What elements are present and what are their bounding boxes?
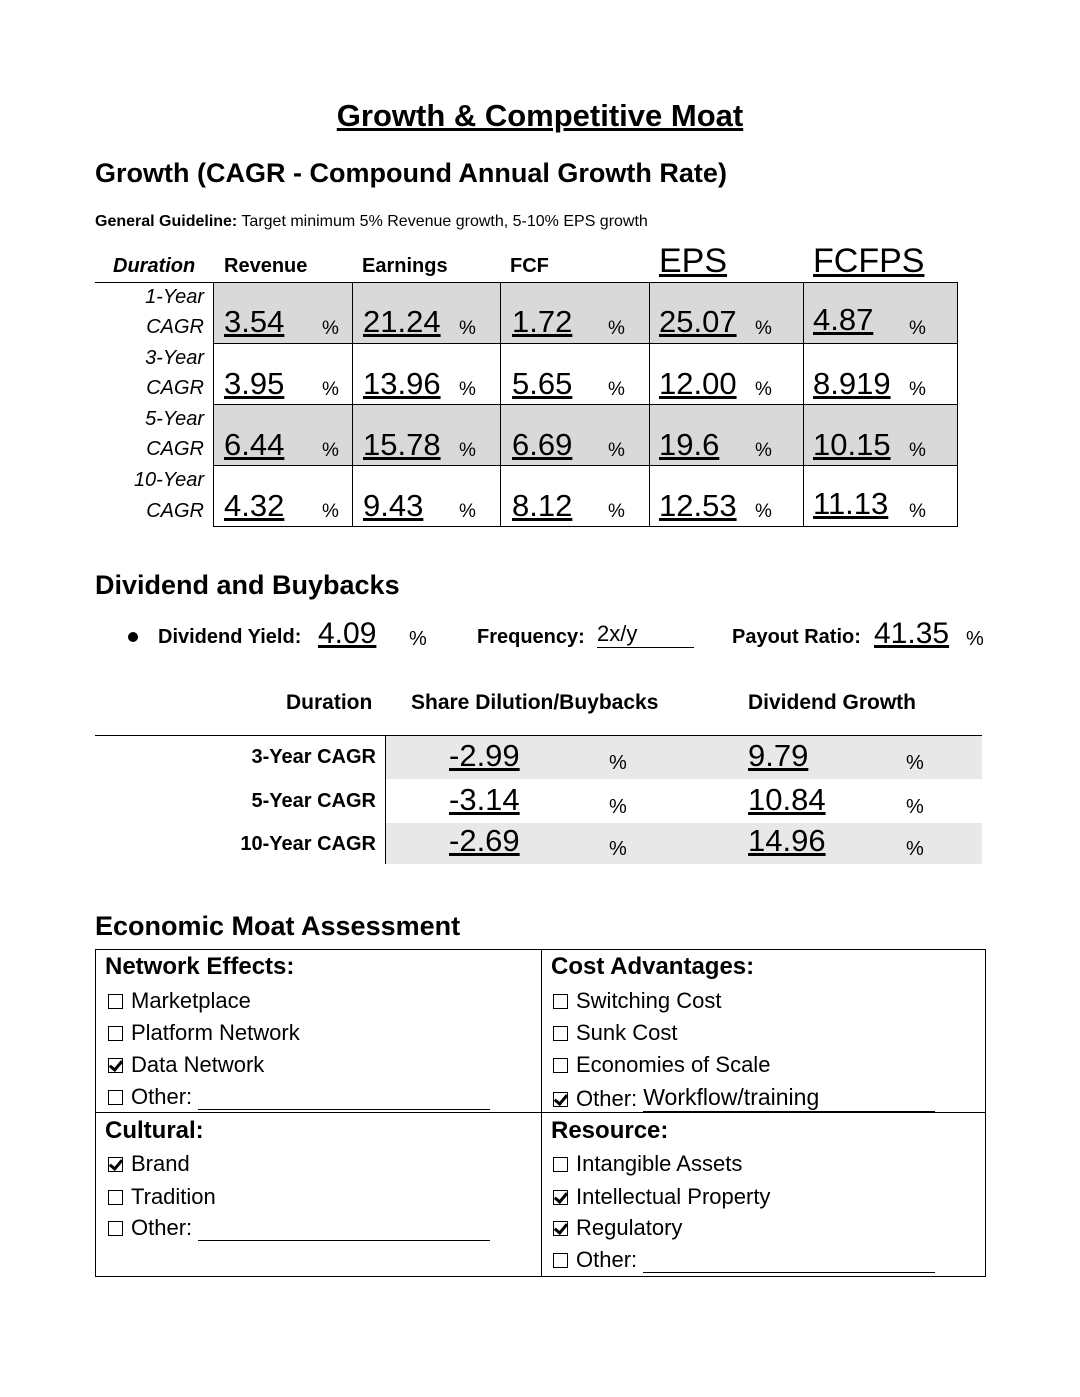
row-label-1-year: 1-Year [145, 286, 204, 308]
buyback-10y: -2.69 [449, 823, 520, 858]
pct: % [609, 752, 627, 774]
checkbox-unchecked-icon[interactable] [553, 1026, 568, 1041]
checkbox-unchecked-icon[interactable] [553, 1253, 568, 1268]
other-input-cost[interactable]: Workflow/training [643, 1084, 935, 1112]
fcf-1y: 1.72 [512, 304, 573, 339]
earnings-10y: 9.43 [363, 488, 424, 523]
row-label-cagr: CAGR [146, 500, 204, 522]
fcf-10y: 8.12 [512, 488, 573, 523]
revenue-5y: 6.44 [224, 427, 285, 462]
checkbox-checked-icon[interactable] [108, 1157, 123, 1172]
pct: % [409, 628, 427, 650]
option-label: Platform Network [131, 1020, 300, 1045]
pct: % [909, 379, 926, 400]
dividend-growth-10y: 14.96 [748, 823, 826, 858]
checkbox-unchecked-icon[interactable] [108, 1090, 123, 1105]
row-label-5-year-cagr: 5-Year CAGR [251, 790, 376, 812]
fcf-3y: 5.65 [512, 366, 573, 401]
option-sunk-cost[interactable] [553, 1020, 678, 1046]
cultural-title: Cultural: [105, 1117, 204, 1144]
pct: % [322, 318, 339, 339]
earnings-1y: 21.24 [363, 304, 441, 339]
other-input-network[interactable] [198, 1087, 490, 1110]
resource-title: Resource: [551, 1117, 669, 1144]
col-divider [803, 282, 804, 527]
fcfps-10y: 11.13 [813, 486, 889, 521]
row-label-3-year: 3-Year [145, 347, 204, 369]
col-divider [957, 282, 958, 527]
bullet-icon [128, 632, 138, 642]
pct: % [909, 440, 926, 461]
col-duration: Duration [286, 691, 373, 714]
pct: % [608, 440, 625, 461]
row-label-3-year-cagr: 3-Year CAGR [251, 746, 376, 768]
option-label: Tradition [131, 1184, 216, 1209]
fcfps-1y: 4.87 [813, 302, 874, 337]
row-label-cagr: CAGR [146, 438, 204, 460]
payout-ratio-label: Payout Ratio: [732, 626, 861, 648]
cost-advantages-title: Cost Advantages: [551, 953, 755, 980]
pct: % [609, 838, 627, 860]
option-intangible-assets[interactable] [553, 1151, 742, 1177]
pct: % [459, 318, 476, 339]
option-label: Other: [576, 1086, 638, 1111]
col-share-dilution: Share Dilution/Buybacks [411, 691, 659, 714]
option-label: Other: [131, 1084, 193, 1109]
buyback-5y: -3.14 [449, 782, 520, 817]
option-resource-other[interactable] [553, 1247, 935, 1273]
fcf-5y: 6.69 [512, 427, 573, 462]
guideline-text: Target minimum 5% Revenue growth, 5-10% EPS growth [237, 213, 648, 230]
earnings-5y: 15.78 [363, 427, 441, 462]
revenue-1y: 3.54 [224, 304, 285, 339]
col-fcfps: FCFPS [813, 242, 925, 280]
pct: % [755, 440, 772, 461]
revenue-3y: 3.95 [224, 366, 285, 401]
pct: % [608, 501, 625, 522]
col-earnings: Earnings [362, 255, 448, 277]
col-divider [385, 735, 386, 864]
option-label: Brand [131, 1151, 190, 1176]
eps-10y: 12.53 [659, 488, 737, 523]
row-label-10-year: 10-Year [133, 469, 204, 491]
option-label: Data Network [131, 1052, 265, 1077]
pct: % [966, 628, 984, 650]
other-input-resource[interactable] [643, 1250, 935, 1273]
option-label: Switching Cost [576, 988, 722, 1013]
option-label: Other: [131, 1215, 193, 1240]
option-label: Other: [576, 1247, 638, 1272]
col-divider [213, 282, 214, 527]
dividend-heading: Dividend and Buybacks [95, 570, 400, 600]
option-cost-other[interactable] [553, 1084, 935, 1112]
dividend-yield-label: Dividend Yield: [158, 626, 302, 648]
pct: % [608, 379, 625, 400]
option-label: Intangible Assets [576, 1151, 743, 1176]
dividend-yield-value: 4.09 [318, 617, 377, 650]
option-tradition[interactable] [108, 1184, 216, 1210]
checkbox-unchecked-icon[interactable] [108, 1190, 123, 1205]
pct: % [322, 379, 339, 400]
option-regulatory[interactable] [553, 1215, 682, 1241]
checkbox-unchecked-icon[interactable] [108, 1026, 123, 1041]
checkbox-unchecked-icon[interactable] [108, 1221, 123, 1236]
network-effects-title: Network Effects: [105, 953, 295, 980]
pct: % [906, 838, 924, 860]
col-eps: EPS [659, 242, 728, 280]
dividend-growth-3y: 9.79 [748, 738, 809, 773]
row-divider [214, 465, 958, 466]
pct: % [755, 318, 772, 339]
option-label: Sunk Cost [576, 1020, 678, 1045]
row-label-cagr: CAGR [146, 377, 204, 399]
growth-heading: Growth (CAGR - Compound Annual Growth Rate) [95, 158, 727, 188]
option-cultural-other[interactable] [108, 1215, 490, 1241]
pct: % [459, 501, 476, 522]
col-fcf: FCF [510, 255, 549, 277]
eps-5y: 19.6 [659, 427, 720, 462]
row-label-10-year-cagr: 10-Year CAGR [240, 833, 376, 855]
col-divider [500, 282, 501, 527]
frequency-label: Frequency: [477, 626, 585, 648]
row-divider [214, 404, 958, 405]
pct: % [906, 752, 924, 774]
buyback-3y: -2.99 [449, 738, 520, 773]
other-input-cultural[interactable] [198, 1218, 490, 1241]
row-label-cagr: CAGR [146, 316, 204, 338]
row-divider [214, 343, 958, 344]
option-label: Marketplace [131, 988, 251, 1013]
pct: % [322, 440, 339, 461]
option-data-network[interactable] [108, 1052, 264, 1078]
guideline-label: General Guideline: [95, 213, 238, 230]
general-guideline [95, 213, 648, 231]
option-intellectual-property[interactable] [553, 1184, 770, 1210]
frequency-value: 2x/y [597, 621, 694, 648]
pct: % [909, 318, 926, 339]
option-economies-of-scale[interactable] [553, 1052, 770, 1078]
option-label: Intellectual Property [576, 1184, 771, 1209]
option-platform-network[interactable] [108, 1020, 300, 1046]
pct: % [609, 796, 627, 818]
col-revenue: Revenue [224, 255, 308, 277]
checkbox-unchecked-icon[interactable] [108, 994, 123, 1009]
checkbox-checked-icon[interactable] [553, 1190, 568, 1205]
pct: % [755, 501, 772, 522]
pct: % [909, 501, 926, 522]
option-label: Economies of Scale [576, 1052, 771, 1077]
row-divider [95, 1112, 985, 1113]
dividend-growth-5y: 10.84 [748, 782, 826, 817]
option-brand[interactable] [108, 1151, 190, 1177]
earnings-3y: 13.96 [363, 366, 441, 401]
option-network-other[interactable] [108, 1084, 490, 1110]
row-label-5-year: 5-Year [145, 408, 204, 430]
payout-ratio-value: 41.35 [874, 617, 950, 650]
fcfps-3y: 8.919 [813, 366, 891, 401]
checkbox-checked-icon[interactable] [553, 1092, 568, 1107]
eps-3y: 12.00 [659, 366, 737, 401]
moat-heading: Economic Moat Assessment [95, 911, 461, 941]
row-divider [214, 526, 958, 527]
option-switching-cost[interactable] [553, 988, 722, 1014]
checkbox-checked-icon[interactable] [553, 1221, 568, 1236]
pct: % [755, 379, 772, 400]
col-dividend-growth: Dividend Growth [748, 691, 916, 714]
pct: % [459, 440, 476, 461]
pct: % [459, 379, 476, 400]
pct: % [608, 318, 625, 339]
option-marketplace[interactable] [108, 988, 251, 1014]
checkbox-unchecked-icon[interactable] [553, 994, 568, 1009]
col-divider [352, 282, 353, 527]
checkbox-unchecked-icon[interactable] [553, 1157, 568, 1172]
pct: % [322, 501, 339, 522]
option-label: Regulatory [576, 1215, 683, 1240]
col-duration: Duration [113, 255, 196, 277]
page-title: Growth & Competitive Moat [336, 98, 744, 133]
checkbox-unchecked-icon[interactable] [553, 1058, 568, 1073]
eps-1y: 25.07 [659, 304, 737, 339]
fcfps-5y: 10.15 [813, 427, 891, 462]
pct: % [906, 796, 924, 818]
col-divider [649, 282, 650, 527]
revenue-10y: 4.32 [224, 488, 285, 523]
checkbox-checked-icon[interactable] [108, 1058, 123, 1073]
